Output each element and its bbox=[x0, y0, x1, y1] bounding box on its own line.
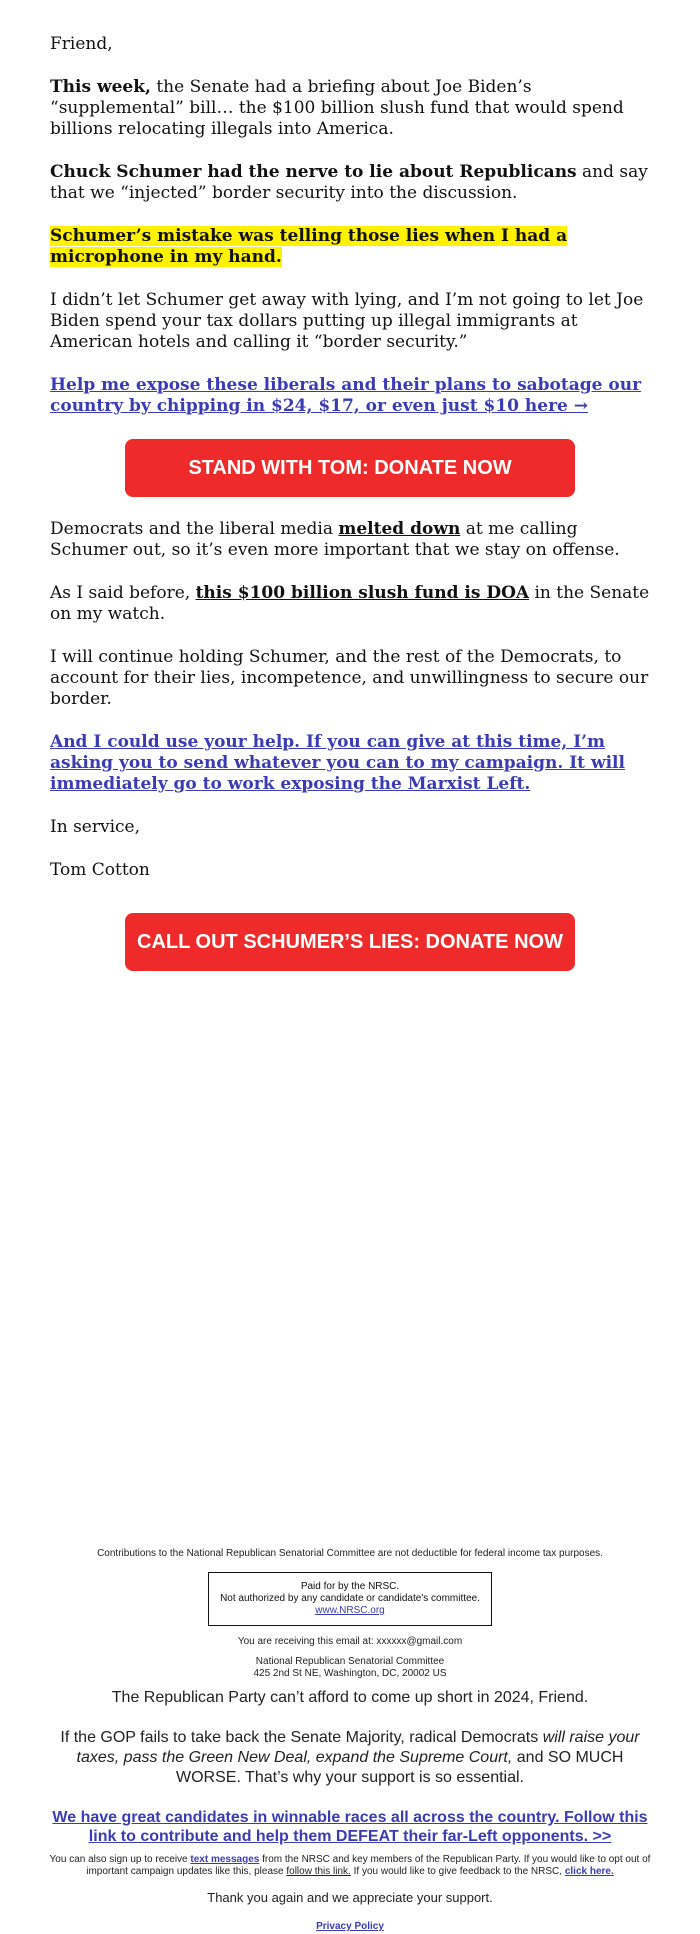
slush-fund-doa-link[interactable]: this $100 billion slush fund is DOA bbox=[195, 583, 530, 603]
signup-text-1: You can also sign up to receive bbox=[49, 1854, 191, 1865]
signup-notice bbox=[40, 1854, 660, 1878]
privacy-policy-link[interactable]: Privacy Policy bbox=[316, 1921, 384, 1932]
org-name: National Republican Senatorial Committee bbox=[255, 1656, 445, 1667]
paid-for-text: Paid for by the NRSC. bbox=[300, 1581, 400, 1592]
highlighted-statement bbox=[50, 226, 650, 268]
paragraph-briefing-text: the Senate had a briefing about Joe Biden’s “supplemental” bill… the $100 billion slush fund that would spend billions relocating illegals into America. bbox=[50, 77, 624, 139]
gop-warning-italic: will raise your taxes, pass the Green New Deal, expand the Supreme Court, bbox=[76, 1729, 640, 1766]
nrsc-site-link[interactable]: www.NRSC.org bbox=[315, 1605, 385, 1616]
paragraph-briefing-lead: This week, bbox=[50, 77, 151, 97]
feedback-link[interactable]: click here. bbox=[564, 1866, 614, 1877]
donate-link-paragraph bbox=[50, 375, 650, 417]
gop-warning bbox=[40, 1728, 660, 1788]
tax-disclaimer: Contributions to the National Republican Senatorial Committee are not deductible for federal income tax purposes. bbox=[97, 1548, 603, 1559]
gop-warning-before: If the GOP fails to take back the Senate Majority, radical Democrats bbox=[60, 1729, 543, 1746]
paragraph-briefing bbox=[50, 77, 650, 140]
melted-down-link[interactable]: melted down bbox=[338, 519, 461, 539]
paragraph-accountability: I will continue holding Schumer, and the rest of the Democrats, to account for their lies, incompetence, and unwillingness to secure our border. bbox=[50, 647, 649, 709]
paragraph-schumer-lie-lead: Chuck Schumer had the nerve to lie about Republicans bbox=[50, 162, 577, 182]
not-authorized-text: Not authorized by any candidate or candidate's committee. bbox=[220, 1593, 480, 1604]
paragraph-doa bbox=[50, 583, 650, 625]
paragraph-schumer-lie-text: and say that we “injected” border security into the discussion. bbox=[50, 162, 648, 203]
thanks-line: Thank you again and we appreciate your support. bbox=[207, 1890, 493, 1905]
help-link-paragraph bbox=[50, 732, 650, 795]
signup-text-2: from the NRSC and key members of the Republican Party. If you would like to opt out of important campaign updates like this, please bbox=[86, 1854, 651, 1877]
paragraph-melted-down-after: at me calling Schumer out, so it’s even more important that we stay on offense. bbox=[50, 519, 620, 560]
candidates-contribute-link[interactable]: We have great candidates in winnable races all across the country. Follow this link to contribute and help them DEFEAT their far-Left opponents. >> bbox=[52, 1809, 648, 1845]
paragraph-schumer-lie bbox=[50, 162, 650, 204]
email-footer bbox=[40, 1548, 660, 1934]
paid-for-box bbox=[208, 1572, 492, 1626]
org-address: 425 2nd St NE, Washington, DC, 20002 US bbox=[253, 1668, 447, 1679]
short-line: The Republican Party can’t afford to come up short in 2024, Friend. bbox=[111, 1689, 589, 1706]
signup-text-3: If you would like to give feedback to the NRSC, bbox=[350, 1866, 565, 1877]
highlighted-text: Schumer’s mistake was telling those lies when I had a microphone in my hand. bbox=[50, 226, 568, 267]
donate-link-amounts[interactable]: Help me expose these liberals and their plans to sabotage our country by chipping in $24, $17, or even just $10 here → bbox=[50, 375, 642, 416]
text-messages-link[interactable]: text messages bbox=[190, 1854, 260, 1865]
donate-button-wrapper-2 bbox=[50, 913, 650, 971]
opt-out-link[interactable]: follow this link. bbox=[286, 1866, 351, 1877]
paragraph-melted-down bbox=[50, 519, 650, 561]
stand-with-tom-donate-button[interactable]: STAND WITH TOM: DONATE NOW bbox=[125, 439, 575, 497]
gop-warning-after: and SO MUCH WORSE. That’s why your support is so essential. bbox=[176, 1749, 624, 1786]
help-campaign-link[interactable]: And I could use your help. If you can give at this time, I’m asking you to send whatever you can to my campaign. It will immediately go to work exposing the Marxist Left. bbox=[50, 732, 625, 794]
email-body bbox=[50, 34, 650, 993]
signoff: In service, bbox=[50, 817, 141, 837]
paragraph-doa-after: in the Senate on my watch. bbox=[50, 583, 650, 624]
donate-button-wrapper-1 bbox=[50, 439, 650, 497]
paragraph-tax-dollars: I didn’t let Schumer get away with lying, and I’m not going to let Joe Biden spend your tax dollars putting up illegal immigrants at American hotels and calling it “border security.” bbox=[50, 290, 644, 352]
receiving-email-notice: You are receiving this email at: xxxxxx@gmail.com bbox=[237, 1636, 463, 1647]
call-out-schumer-donate-button[interactable]: CALL OUT SCHUMER’S LIES: DONATE NOW bbox=[125, 913, 575, 971]
greeting: Friend, bbox=[50, 34, 113, 54]
signature: Tom Cotton bbox=[50, 860, 150, 880]
paragraph-melted-down-before: Democrats and the liberal media bbox=[50, 519, 339, 539]
paragraph-doa-before: As I said before, bbox=[50, 583, 196, 603]
